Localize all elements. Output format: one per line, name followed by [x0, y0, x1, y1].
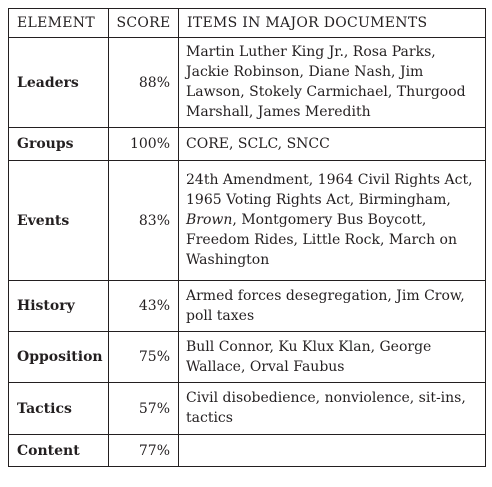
- score-cell: 75%: [109, 332, 179, 383]
- items-cell: Bull Connor, Ku Klux Klan, George Wallace, Orval Faubus: [179, 332, 486, 383]
- items-text-italic: Brown: [186, 212, 233, 228]
- table-row-groups: [9, 128, 486, 161]
- items-cell: CORE, SCLC, SNCC: [179, 128, 486, 161]
- items-cell: Civil disobedience, nonviolence, sit-ins, tactics: [179, 383, 486, 435]
- score-cell: 100%: [109, 128, 179, 161]
- element-cell: History: [9, 281, 109, 332]
- header-items: ITEMS IN MAJOR DOCUMENTS: [179, 9, 486, 38]
- element-cell: Groups: [9, 128, 109, 161]
- total-element-cell: Content: [9, 435, 109, 467]
- items-text-before: 24th Amendment, 1964 Civil Rights Act, 1965 Voting Rights Act, Birmingham,: [186, 172, 473, 208]
- element-cell: Events: [9, 161, 109, 281]
- element-cell: Opposition: [9, 332, 109, 383]
- items-cell: Martin Luther King Jr., Rosa Parks, Jackie Robinson, Diane Nash, Jim Lawson, Stokely Carmichael, Thurgood Marshall, James Meredith: [179, 38, 486, 128]
- table-row-total: [9, 435, 486, 467]
- items-text-after: , Montgomery Bus Boycott, Freedom Rides, Little Rock, March on Washington: [186, 212, 458, 268]
- items-cell: Armed forces desegregation, Jim Crow, poll taxes: [179, 281, 486, 332]
- table-row-leaders: [9, 38, 486, 128]
- items-cell: [179, 161, 486, 281]
- scores-table-container: [8, 8, 485, 467]
- element-cell: Tactics: [9, 383, 109, 435]
- score-cell: 88%: [109, 38, 179, 128]
- score-cell: 83%: [109, 161, 179, 281]
- table-row-opposition: [9, 332, 486, 383]
- table-row-events: [9, 161, 486, 281]
- header-row: [9, 9, 486, 38]
- total-score-cell: 77%: [109, 435, 179, 467]
- content-scores-table: [8, 8, 486, 467]
- header-element: ELEMENT: [9, 9, 109, 38]
- table-row-history: [9, 281, 486, 332]
- total-items-cell: [179, 435, 486, 467]
- score-cell: 43%: [109, 281, 179, 332]
- header-score: SCORE: [109, 9, 179, 38]
- element-cell: Leaders: [9, 38, 109, 128]
- score-cell: 57%: [109, 383, 179, 435]
- table-row-tactics: [9, 383, 486, 435]
